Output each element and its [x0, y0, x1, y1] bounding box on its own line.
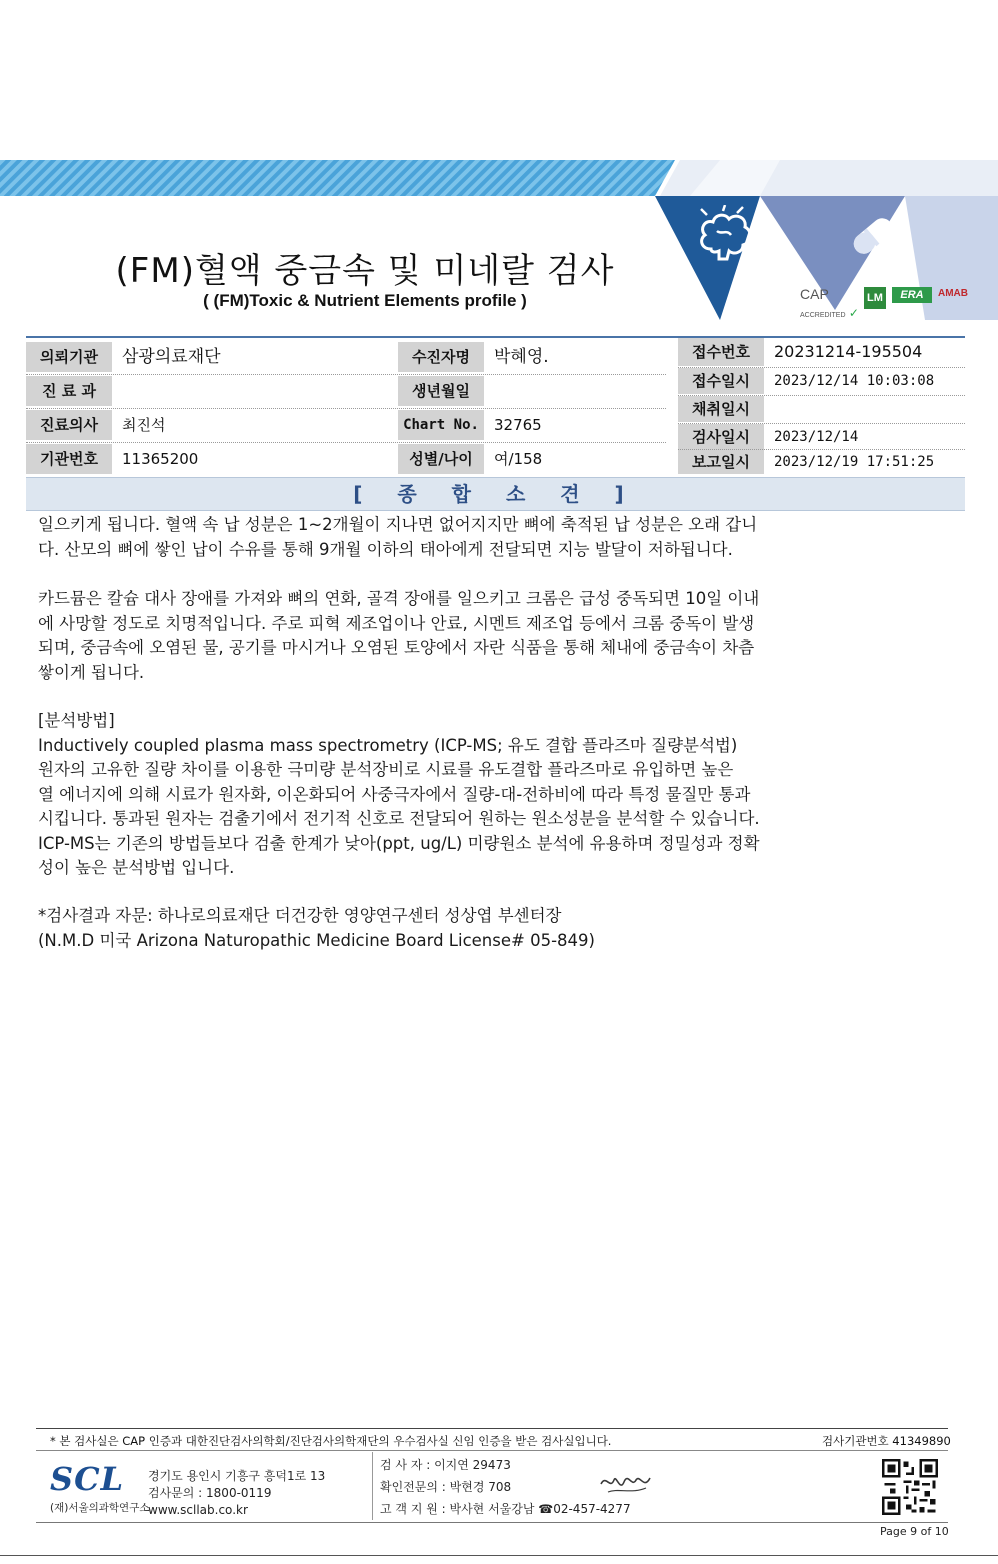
value-org-number: 11365200 [122, 450, 199, 468]
value-report-time: 2023/12/19 17:51:25 [774, 454, 935, 470]
label-report-time: 보고일시 [678, 450, 764, 474]
label-chart-no: Chart No. [398, 410, 484, 440]
label-collection-time: 채취일시 [678, 396, 764, 422]
label-patient-name: 수진자명 [398, 342, 484, 372]
advisor-note: *검사결과 자문: 하나로의료재단 더건강한 영양연구센터 성상엽 부센터장 (N.M.D 미국 Arizona Naturopathic Medicine Board License# 05-849) [38, 906, 595, 950]
label-test-date: 검사일시 [678, 424, 764, 450]
value-sex-age: 여/158 [494, 450, 543, 468]
label-sex-age: 성별/나이 [398, 444, 484, 474]
footer-inquiry: 검사문의 : 1800-0119 [148, 1486, 272, 1500]
value-requesting-org: 삼광의료재단 [122, 347, 221, 367]
label-doctor: 진료의사 [26, 410, 112, 440]
footer-staff [380, 1454, 631, 1520]
specialist-signature [598, 1470, 654, 1496]
patient-info-table [26, 336, 965, 476]
report-subtitle: ( (FM)Toxic & Nutrient Elements profile ) [203, 291, 527, 310]
scl-logo: SCL (재)서울의과학연구소 [50, 1460, 150, 1514]
label-department: 진 료 과 [26, 376, 112, 406]
label-org-number: 기관번호 [26, 444, 112, 474]
value-receipt-time: 2023/12/14 10:03:08 [774, 373, 935, 389]
footer-lab-number: 검사기관번호 41349890 [822, 1434, 951, 1448]
label-requesting-org: 의뢰기관 [26, 342, 112, 372]
value-birthdate [486, 376, 674, 406]
lm-logo: LM [864, 287, 886, 309]
value-chart-no: 32765 [494, 416, 542, 434]
footer-support: 고 객 지 원 : 박사현 서울강남 ☎02-457-4277 [380, 1502, 631, 1516]
summary-paragraph-2: 카드뮴은 칼슘 대사 장애를 가져와 뼈의 연화, 골격 장애를 일으키고 크롬은 급성 중독되면 10일 이내 에 사망할 정도로 치명적입니다. 주로 피혁 제조업이나 안료, 시멘트 제조업 등에서 크롬 중독이 발생 되며, 중금속에 오염된 물, 공기를 마시거나 오염된 토양에서 자란 식품을 통해 체내에 중금속이 차츰 쌓이게 됩니다. [38, 589, 760, 682]
label-receipt-no: 접수번호 [678, 338, 764, 366]
footer-tester: 검 사 자 : 이지연 29473 [380, 1458, 511, 1472]
value-doctor: 최진석 [122, 416, 166, 434]
cap-logo: CAP ACCREDITED ✓ [800, 286, 859, 320]
qr-code [882, 1459, 938, 1515]
era-logo: ERA [892, 287, 932, 303]
footer-contact [148, 1468, 325, 1519]
label-birthdate: 생년월일 [398, 376, 484, 406]
value-collection-time [766, 396, 964, 422]
footer-website[interactable]: www.scllab.co.kr [148, 1503, 248, 1517]
summary-heading: [ 종 합 소 견 ] [26, 477, 965, 511]
value-department [114, 376, 392, 406]
footer-certification-note: * 본 검사실은 CAP 인증과 대한진단검사의학회/진단검사의학재단의 우수검사실 신임 인증을 받은 검사실입니다. [50, 1434, 612, 1448]
summary-paragraph-1: 일으키게 됩니다. 혈액 속 납 성분은 1~2개월이 지나면 없어지지만 뼈에 축적된 납 성분은 오래 갑니 다. 산모의 뼈에 쌓인 납이 수유를 통해 9개월 이하의 태아에게 전달되면 지능 발달이 저하됩니다. [38, 515, 758, 559]
value-patient-name: 박혜영. [494, 347, 549, 367]
label-receipt-time: 접수일시 [678, 368, 764, 394]
analysis-method-section: [분석방법] Inductively coupled plasma mass spectrometry (ICP-MS; 유도 결합 플라즈마 질량분석법) 원자의 고유한 질량 차이를 이용한 극미량 분석장비로 시료를 유도결합 플라즈마로 유입하면 높은 열 에너지에 의해 시료가 원자화, 이온화되어 사중극자에서 질량-대-전하비에 따라 특정 물질만 통과 시킵니다. 통과된 원자는 검출기에서 전기적 신호로 전달되어 원하는 원소성분을 분석할 수 있습니다. ICP-MS는 기존의 방법들보다 검출 한계가 낮아(ppt, ug/L) 미량원소 분석에 유용하며 정밀성과 정확 성이 높은 분석방법 입니다. [38, 711, 760, 877]
footer-specialist: 확인전문의 : 박현경 708 [380, 1480, 512, 1494]
page-number: Page 9 of 10 [880, 1525, 949, 1538]
value-receipt-no: 20231214-195504 [774, 342, 923, 361]
value-test-date: 2023/12/14 [774, 429, 859, 445]
amab-logo: AMAB [938, 288, 968, 299]
report-title: (FM)혈액 중금속 및 미네랄 검사 [115, 251, 615, 291]
capsule-icon [845, 208, 901, 264]
footer-address: 경기도 용인시 기흥구 흥덕1로 13 [148, 1469, 326, 1483]
